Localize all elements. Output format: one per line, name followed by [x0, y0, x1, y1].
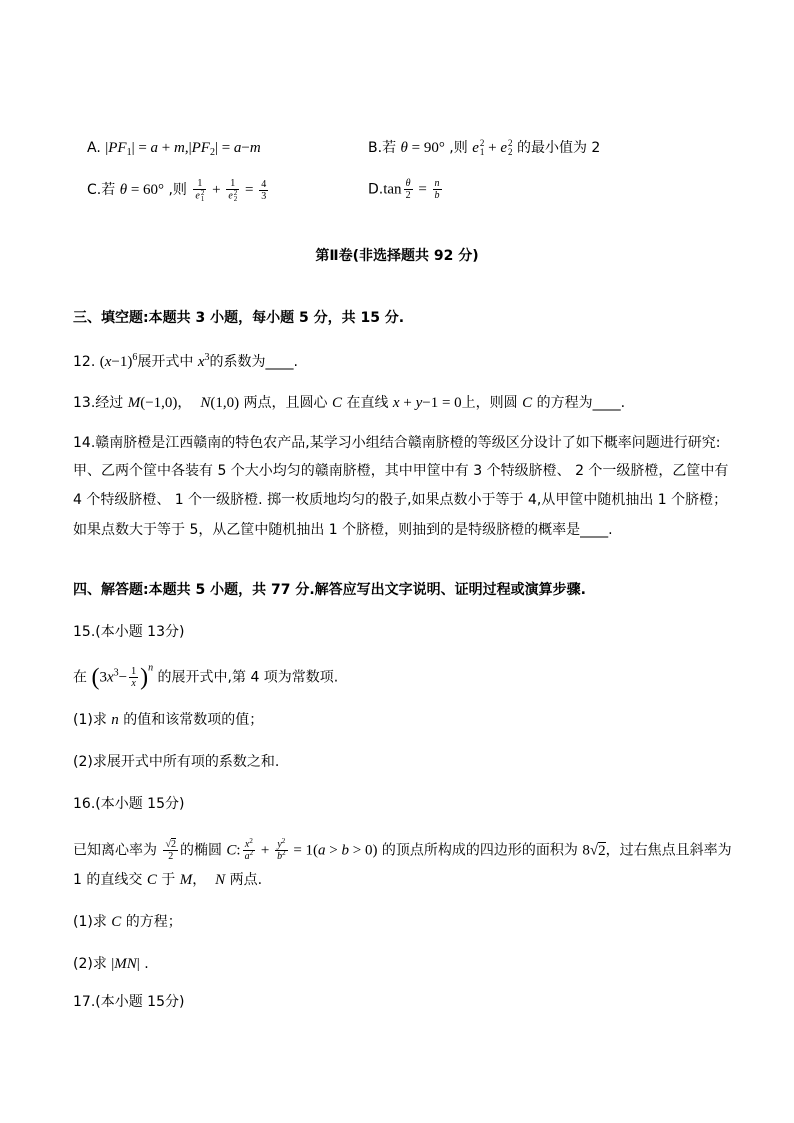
- question-17-header: [73, 991, 184, 1013]
- center-c: C: [332, 395, 343, 411]
- paragraph-text: 4 个特级脐橙、 1 个一级脐橙. 掷一枚质地均匀的骰子,如果点数小于等于 4,从甲筐中随机抽出 1 个脐橙；: [73, 492, 728, 508]
- operator-plus: +: [158, 140, 175, 156]
- text-fragment: 的椭圆: [179, 842, 227, 859]
- paragraph-text: 甲、乙两个筐中各装有 5 个大小均匀的赣南脐橙，其中甲筐中有 3 个特级脐橙、 2 个一级脐橙，乙筐中有: [73, 463, 729, 479]
- operator-equals: | =: [214, 140, 234, 156]
- segment-pf2: PF: [191, 140, 210, 156]
- operator-equals: =: [414, 181, 431, 198]
- part-four-title-text: 四、解答题:本题共 5 小题，共 77 分.解答应写出文字说明、证明过程或演算步骤.: [73, 582, 586, 598]
- option-d: [368, 178, 444, 201]
- text-fragment: 的系数为: [209, 354, 266, 370]
- paren-open: (: [91, 664, 100, 691]
- answer-blank: ____: [580, 522, 609, 538]
- expression-rest: −1 = 0: [422, 395, 462, 411]
- variable-x: x: [104, 354, 112, 370]
- point-m-coordinates: (−1,0): [140, 395, 178, 411]
- expression-rest: −1): [111, 354, 133, 370]
- operator-greater: >: [325, 842, 342, 859]
- variable-e2: e: [500, 140, 508, 156]
- operator-equals: =: [241, 182, 258, 198]
- point-n: N: [215, 872, 226, 888]
- superscript: 2: [249, 837, 253, 845]
- fraction: [163, 839, 178, 862]
- angle-condition: = 60°: [127, 182, 165, 198]
- fraction-denominator: [193, 190, 206, 202]
- fraction-denominator: b: [434, 190, 440, 201]
- text-fragment: 经过: [95, 395, 128, 411]
- variable-a: a: [150, 140, 159, 156]
- subscript: 2: [209, 147, 215, 158]
- area-coefficient: 8: [582, 842, 590, 859]
- text-fragment: .: [620, 395, 626, 411]
- sqrt-sign: √: [165, 839, 171, 850]
- separator: ,|: [184, 140, 192, 156]
- question-12: [73, 351, 298, 373]
- variable-m: m: [174, 140, 185, 156]
- coefficient: 3: [99, 669, 107, 686]
- text-fragment: .: [139, 956, 149, 972]
- text-fragment: 的方程；: [121, 914, 182, 930]
- question-15-stem: [73, 662, 339, 691]
- option-a-label: A.: [87, 140, 106, 156]
- text-fragment: (1)求: [73, 712, 112, 728]
- text-fragment: 的最小值为 2: [512, 140, 601, 156]
- text-fragment: 若: [382, 140, 401, 156]
- fraction-numerator: 1: [226, 178, 239, 190]
- point-n: N: [200, 395, 211, 411]
- answer-blank: ____: [265, 354, 294, 370]
- text-fragment: ,则: [444, 140, 473, 156]
- part-three-title-text: 三、填空题:本题共 3 小题，每小题 5 分，共 15 分.: [73, 310, 405, 326]
- question-14-line-2: [73, 460, 728, 482]
- operator-plus: +: [208, 182, 225, 198]
- text-fragment: 两点，且圆心: [239, 395, 332, 411]
- text-fragment: 已知离心率为: [73, 842, 162, 859]
- option-b: [368, 137, 600, 159]
- superscript: 2: [281, 837, 286, 845]
- variable-x: x: [244, 839, 250, 850]
- superscript: 3: [204, 352, 210, 363]
- paren-close: ): [140, 664, 149, 691]
- text-fragment: 两点.: [225, 872, 263, 888]
- option-b-label: B.: [368, 140, 383, 156]
- variable-e2: e: [228, 190, 233, 202]
- text-fragment: (1)求: [73, 914, 112, 930]
- text-fragment: 的顶点所构成的四边形的面积为: [377, 842, 583, 859]
- fraction-denominator: [226, 190, 239, 202]
- superscript: 3: [113, 667, 119, 679]
- sub-sup-stack: [234, 190, 238, 202]
- sqrt-sign: √: [589, 842, 599, 859]
- superscript: 2: [282, 849, 286, 857]
- operator-greater: > 0): [349, 842, 378, 859]
- fraction: [433, 178, 442, 201]
- option-c-label: C.: [87, 182, 102, 198]
- point-n-coordinates: (1,0): [210, 395, 240, 411]
- superscript: n: [148, 662, 154, 674]
- variable-e1: e: [195, 190, 200, 202]
- question-15-part-2: [73, 751, 279, 773]
- fraction-numerator: 1: [193, 178, 206, 190]
- subscript: 2: [233, 195, 238, 203]
- fraction-denominator: 2: [405, 190, 411, 201]
- question-16-part-1: [73, 911, 182, 933]
- answer-blank: ____: [592, 395, 621, 411]
- abs-bar: |: [136, 956, 140, 972]
- variable-x: x: [197, 354, 205, 370]
- text-fragment: 1 的直线交: [73, 872, 147, 888]
- text-fragment: ,则: [164, 182, 192, 198]
- variable-y: y: [277, 839, 282, 850]
- radicand: 2: [598, 842, 606, 859]
- fraction: [243, 839, 256, 862]
- operator-minus: −: [118, 669, 128, 686]
- text-fragment: ，: [177, 395, 201, 411]
- text-fragment: .: [608, 522, 613, 538]
- question-header: 16.(本小题 15分): [73, 796, 185, 812]
- fraction-denominator: x: [131, 678, 136, 689]
- question-16-stem-line-1: [73, 839, 732, 862]
- superscript: 2: [249, 849, 254, 857]
- subscript: 2: [508, 147, 513, 157]
- fraction-numerator: n: [434, 178, 440, 189]
- option-a: [87, 137, 261, 159]
- text-fragment: 上，则圆: [461, 395, 523, 411]
- point-m: M: [179, 872, 193, 888]
- center-c: C: [522, 395, 533, 411]
- part-four-title: [73, 579, 586, 601]
- question-16-header: [73, 793, 184, 815]
- operator-equals: = 1(: [289, 842, 319, 859]
- variable-a: a: [233, 140, 242, 156]
- superscript: 2: [508, 138, 513, 148]
- ellipse-c: C: [111, 914, 122, 930]
- part-three-title: [73, 307, 404, 329]
- fraction: [193, 178, 206, 202]
- fraction: [275, 839, 288, 862]
- subscript: 1: [126, 147, 132, 158]
- question-14-line-3: [73, 489, 727, 511]
- variable-y: y: [415, 395, 423, 411]
- operator-plus: +: [257, 842, 274, 859]
- fraction-numerator: θ: [404, 178, 413, 190]
- text-fragment: 若: [101, 182, 120, 198]
- superscript: 2: [479, 138, 485, 148]
- question-14-line-1: [73, 432, 720, 454]
- text-fragment: 的展开式中,第 4 项为常数项.: [153, 669, 339, 686]
- fraction-denominator: [275, 851, 288, 862]
- radicand: 2: [170, 839, 176, 850]
- section-title-text: 第Ⅱ卷(非选择题共 92 分): [315, 248, 479, 264]
- text-fragment: ，: [192, 872, 216, 888]
- superscript: 6: [132, 352, 138, 363]
- fraction-numerator: [163, 839, 178, 851]
- option-d-label: D.: [368, 181, 384, 198]
- segment-mn: MN: [114, 956, 137, 972]
- question-header: 17.(本小题 15分): [73, 994, 185, 1010]
- text-fragment: 在: [73, 669, 92, 686]
- variable-x: x: [392, 395, 400, 411]
- question-header: 15.(本小题 13分): [73, 624, 185, 640]
- variable-theta: θ: [119, 182, 128, 198]
- abs-bar: |: [105, 140, 109, 156]
- variable-e1: e: [472, 140, 479, 156]
- question-15-header: [73, 621, 184, 643]
- question-number: 12.: [73, 354, 100, 370]
- text-fragment: .: [293, 354, 298, 370]
- question-13: [73, 392, 625, 414]
- text-fragment: ，过右焦点且斜率为: [605, 842, 732, 859]
- variable-x: x: [106, 669, 114, 686]
- text-fragment: (2)求: [73, 956, 112, 972]
- fraction: [259, 179, 268, 202]
- operator-plus: +: [399, 395, 416, 411]
- fraction-denominator: 2: [168, 851, 174, 862]
- operator-minus: −: [241, 140, 250, 156]
- text-fragment: 的方程为: [532, 395, 593, 411]
- variable-b: b: [341, 842, 349, 859]
- variable-b: b: [277, 851, 283, 862]
- text-fragment: 的值和该常数项的值；: [118, 712, 264, 728]
- text-fragment: 在直线: [342, 395, 393, 411]
- fraction-numerator: 1: [131, 666, 137, 677]
- abs-bar: |: [111, 956, 115, 972]
- variable-a: a: [244, 851, 250, 862]
- sub-sup-stack: [201, 190, 205, 202]
- fraction: [404, 178, 413, 201]
- paragraph-text: 如果点数大于等于 5，从乙筐中随机抽出 1 个脐橙，则抽到的是特级脐橙的概率是: [73, 522, 581, 538]
- variable-n: n: [111, 712, 119, 728]
- superscript: 2: [200, 189, 205, 197]
- fraction: [129, 666, 138, 689]
- text-fragment: 展开式中: [137, 354, 198, 370]
- colon: :: [236, 842, 241, 859]
- question-16-part-2: [73, 953, 149, 975]
- fraction-numerator: 4: [261, 178, 267, 190]
- question-15-part-1: [73, 709, 263, 731]
- point-m: M: [127, 395, 141, 411]
- variable-m: m: [249, 140, 261, 156]
- angle-condition: = 90°: [407, 140, 445, 156]
- text-fragment: 于: [156, 872, 180, 888]
- operator-equals: | =: [131, 140, 151, 156]
- paragraph-text: 14.赣南脐橙是江西赣南的特色农产品,某学习小组结合赣南脐橙的等级区分设计了如下概率问题进行研究:: [73, 435, 721, 451]
- question-number: 13.: [73, 395, 96, 411]
- tan-function: tan: [383, 181, 402, 198]
- variable-a: a: [318, 842, 326, 859]
- section-title: [0, 245, 794, 267]
- text-fragment: (2)求展开式中所有项的系数之和.: [73, 754, 280, 770]
- operator-plus: +: [484, 140, 501, 156]
- option-c: [87, 178, 270, 202]
- fraction: [226, 178, 239, 202]
- fraction-denominator: 3: [261, 190, 267, 202]
- question-14-line-4: [73, 519, 613, 541]
- ellipse-c: C: [226, 842, 237, 859]
- variable-theta: θ: [400, 140, 408, 156]
- fraction-denominator: [243, 851, 256, 862]
- subscript: 1: [200, 195, 205, 203]
- superscript: 2: [233, 189, 238, 197]
- segment-pf1: PF: [108, 140, 127, 156]
- ellipse-c: C: [146, 872, 157, 888]
- question-16-stem-line-2: [73, 869, 262, 891]
- paren-open: (: [99, 354, 105, 370]
- subscript: 1: [479, 147, 485, 157]
